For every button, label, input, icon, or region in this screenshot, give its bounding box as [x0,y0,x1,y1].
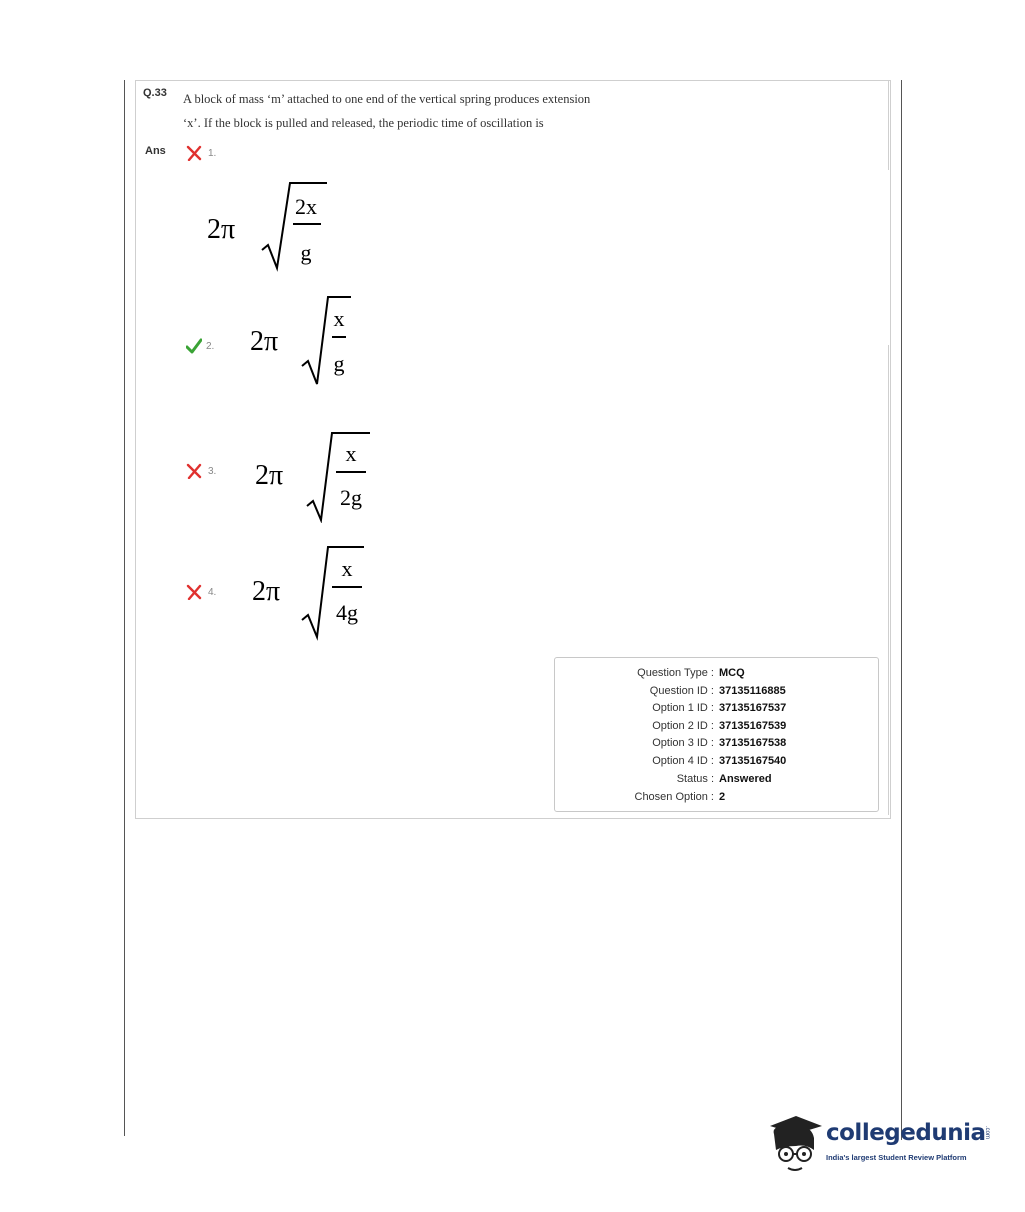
option-3-formula [253,428,378,523]
formula-numerator: x [345,441,357,466]
formula-denominator: 4g [336,600,358,625]
question-number: Q.33 [143,87,167,99]
formula-denominator: g [300,240,312,265]
info-question-type: Question Type : MCQ [637,667,745,679]
option-4 [186,584,217,605]
question-info-box [554,657,879,812]
option-number: 2. [206,341,215,352]
brand-tagline: India's largest Student Review Platform [826,1153,967,1162]
option-number: 1. [208,148,217,159]
info-chosen-option: Chosen Option : 2 [634,791,726,803]
option-2-formula [248,292,358,387]
question-text-line1: A block of mass ‘m’ attached to one end of the vertical spring produces extension [183,92,591,106]
option-3 [186,463,217,484]
checkmark-icon [186,338,202,354]
cross-icon [186,145,202,161]
brand-logo [766,1104,996,1184]
question-text-line2: ‘x’. If the block is pulled and released, the periodic time of oscillation is [183,116,544,130]
cross-icon [186,584,202,600]
page-right-border [901,80,902,1140]
panel-divider [888,345,889,815]
formula-coefficient: 2π [252,576,281,607]
formula-denominator: g [333,351,345,376]
brand-suffix: .com [984,1126,990,1140]
formula-coefficient: 2π [207,214,236,245]
formula-denominator: 2g [340,485,362,510]
panel-divider [888,80,889,170]
formula-numerator: 2x [295,194,317,219]
option-number: 3. [208,466,217,477]
page-left-border [124,80,125,1136]
info-option4-id: Option 4 ID : 37135167540 [652,755,787,767]
info-option3-id: Option 3 ID : 37135167538 [652,737,787,749]
info-option2-id: Option 2 ID : 37135167539 [652,720,787,732]
info-option1-id: Option 1 ID : 37135167537 [652,702,787,714]
student-mascot-icon [766,1104,824,1180]
brand-name: collegedunia [826,1120,986,1146]
option-1 [186,145,217,166]
cross-icon [186,463,202,479]
formula-coefficient: 2π [250,326,279,357]
formula-coefficient: 2π [255,460,284,491]
option-number: 4. [208,587,217,598]
formula-numerator: x [333,306,345,331]
option-4-formula [250,542,375,642]
answer-label: Ans [145,145,166,157]
option-2 [186,338,215,359]
info-status: Status : Answered [676,773,772,785]
formula-numerator: x [341,556,353,581]
info-question-id: Question ID : 37135116885 [649,685,786,697]
option-1-formula [205,178,335,273]
